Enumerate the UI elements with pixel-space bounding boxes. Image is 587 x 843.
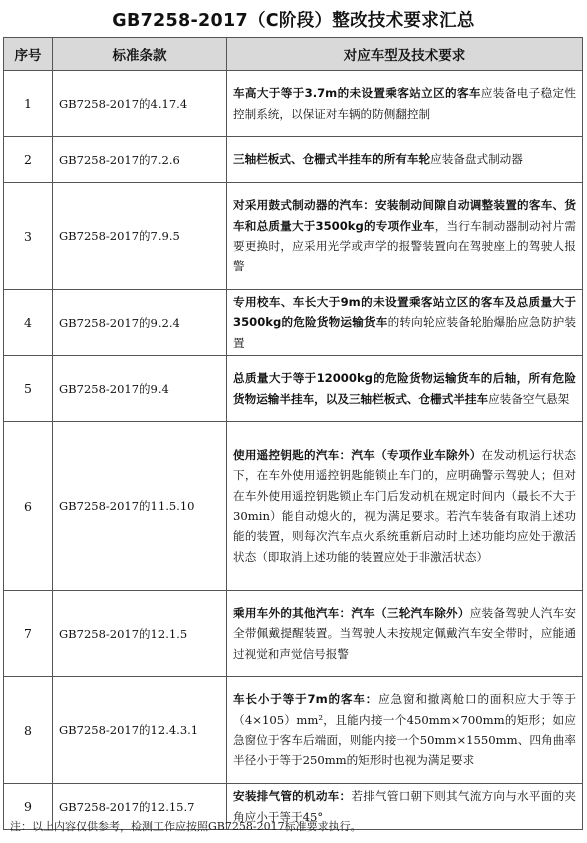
table-header-row — [4, 38, 583, 71]
requirement-text: 若排气管口朝下则其气流方向与水平面的夹角应小于等于45° — [233, 789, 576, 824]
vehicle-type: 乘用车外的其他汽车：汽车（三轮汽车除外） — [233, 606, 470, 621]
row-clause: GB7258-2017的12.4.3.1 — [53, 677, 227, 784]
table-row — [4, 356, 583, 422]
row-no: 2 — [4, 137, 53, 183]
row-requirement — [227, 591, 583, 677]
requirement-text: 的转向轮应装备轮胎爆胎应急防护装置 — [233, 315, 576, 350]
row-clause: GB7258-2017的12.15.7 — [53, 784, 227, 830]
page-title: GB7258-2017（C阶段）整改技术要求汇总 — [112, 11, 475, 31]
row-clause: GB7258-2017的7.9.5 — [53, 183, 227, 290]
row-clause: GB7258-2017的9.4 — [53, 356, 227, 422]
requirement-text: 应装备驾驶人汽车安全带佩戴提醒装置。当驾驶人未按规定佩戴汽车安全带时，应能通过视觉和声觉信号报警 — [233, 606, 576, 661]
footnote: 注：以上内容仅供参考，检测工作应按照GB7258-2017标准要求执行。 — [10, 820, 362, 833]
vehicle-type: 三轴栏板式、仓栅式半挂车的所有车轮 — [233, 152, 431, 167]
row-no: 1 — [4, 71, 53, 137]
row-requirement — [227, 71, 583, 137]
vehicle-type: 车长小于等于7m的客车： — [233, 692, 379, 707]
table-row — [4, 183, 583, 290]
row-clause: GB7258-2017的7.2.6 — [53, 137, 227, 183]
requirement-text: ，当行车制动器制动衬片需要更换时，应采用光学或声学的报警装置向在驾驶座上的驾驶人报警 — [233, 218, 576, 274]
vehicle-type: 安装排气管的机动车： — [233, 789, 352, 804]
row-requirement — [227, 290, 583, 356]
row-clause: GB7258-2017的11.5.10 — [53, 422, 227, 591]
vehicle-type: 专用校车、车长大于9m的未设置乘客站立区的客车及总质量大于3500kg的危险货物运输货车 — [233, 295, 576, 330]
row-requirement — [227, 422, 583, 591]
requirement-text: 在发动机运行状态下，在车外使用遥控钥匙能锁止车门的，应明确警示驾驶人；但对在车外使用遥控钥匙锁止车门后发动机在规定时间内（最长不大于30min）能自动熄火的，视为满足要求。若汽车装备有取消上述功能的装置，则每次汽车点火系统重新启动时上述功能均应处于激活状态（即取消上述功能的装置应处于非激活状态） — [233, 448, 576, 564]
row-no: 3 — [4, 183, 53, 290]
requirements-table — [3, 37, 583, 830]
vehicle-type: 总质量大于等于12000kg的危险货物运输货车的后轴，所有危险货物运输半挂车，以及三轴栏板式、仓栅式半挂车 — [233, 371, 576, 406]
row-no: 4 — [4, 290, 53, 356]
requirement-text: 应急窗和撤离舱口的面积应大于等于（4×105）mm²，且能内接一个450mm×700mm的矩形；如应急窗位于客车后端面，则能内接一个50mm×1550mm、四角曲率半径小于等于250mm的矩形时也视为满足要求 — [233, 692, 576, 768]
header-no: 序号 — [4, 38, 53, 71]
header-clause: 标准条款 — [53, 38, 227, 71]
table-row — [4, 677, 583, 784]
header-requirement: 对应车型及技术要求 — [227, 38, 583, 71]
row-requirement — [227, 677, 583, 784]
vehicle-type: 使用遥控钥匙的汽车：汽车（专项作业车除外） — [233, 448, 482, 463]
row-no: 5 — [4, 356, 53, 422]
row-requirement — [227, 356, 583, 422]
row-requirement — [227, 137, 583, 183]
row-no: 9 — [4, 784, 53, 830]
table-row — [4, 422, 583, 591]
requirement-text: 应装备电子稳定性控制系统，以保证对车辆的防侧翻控制 — [233, 86, 576, 121]
table-row — [4, 137, 583, 183]
requirement-text: 应装备盘式制动器 — [430, 152, 523, 167]
row-no: 8 — [4, 677, 53, 784]
row-clause: GB7258-2017的4.17.4 — [53, 71, 227, 137]
row-clause: GB7258-2017的12.1.5 — [53, 591, 227, 677]
row-no: 6 — [4, 422, 53, 591]
row-no: 7 — [4, 591, 53, 677]
requirement-text: 应装备空气悬架 — [488, 391, 570, 406]
table-row — [4, 290, 583, 356]
row-clause: GB7258-2017的9.2.4 — [53, 290, 227, 356]
row-requirement — [227, 183, 583, 290]
vehicle-type: 对采用鼓式制动器的汽车：安装制动间隙自动调整装置的客车、货车和总质量大于3500kg的专项作业车 — [233, 198, 576, 233]
table-row — [4, 591, 583, 677]
table-row — [4, 71, 583, 137]
vehicle-type: 车高大于等于3.7m的未设置乘客站立区的客车 — [233, 86, 481, 101]
